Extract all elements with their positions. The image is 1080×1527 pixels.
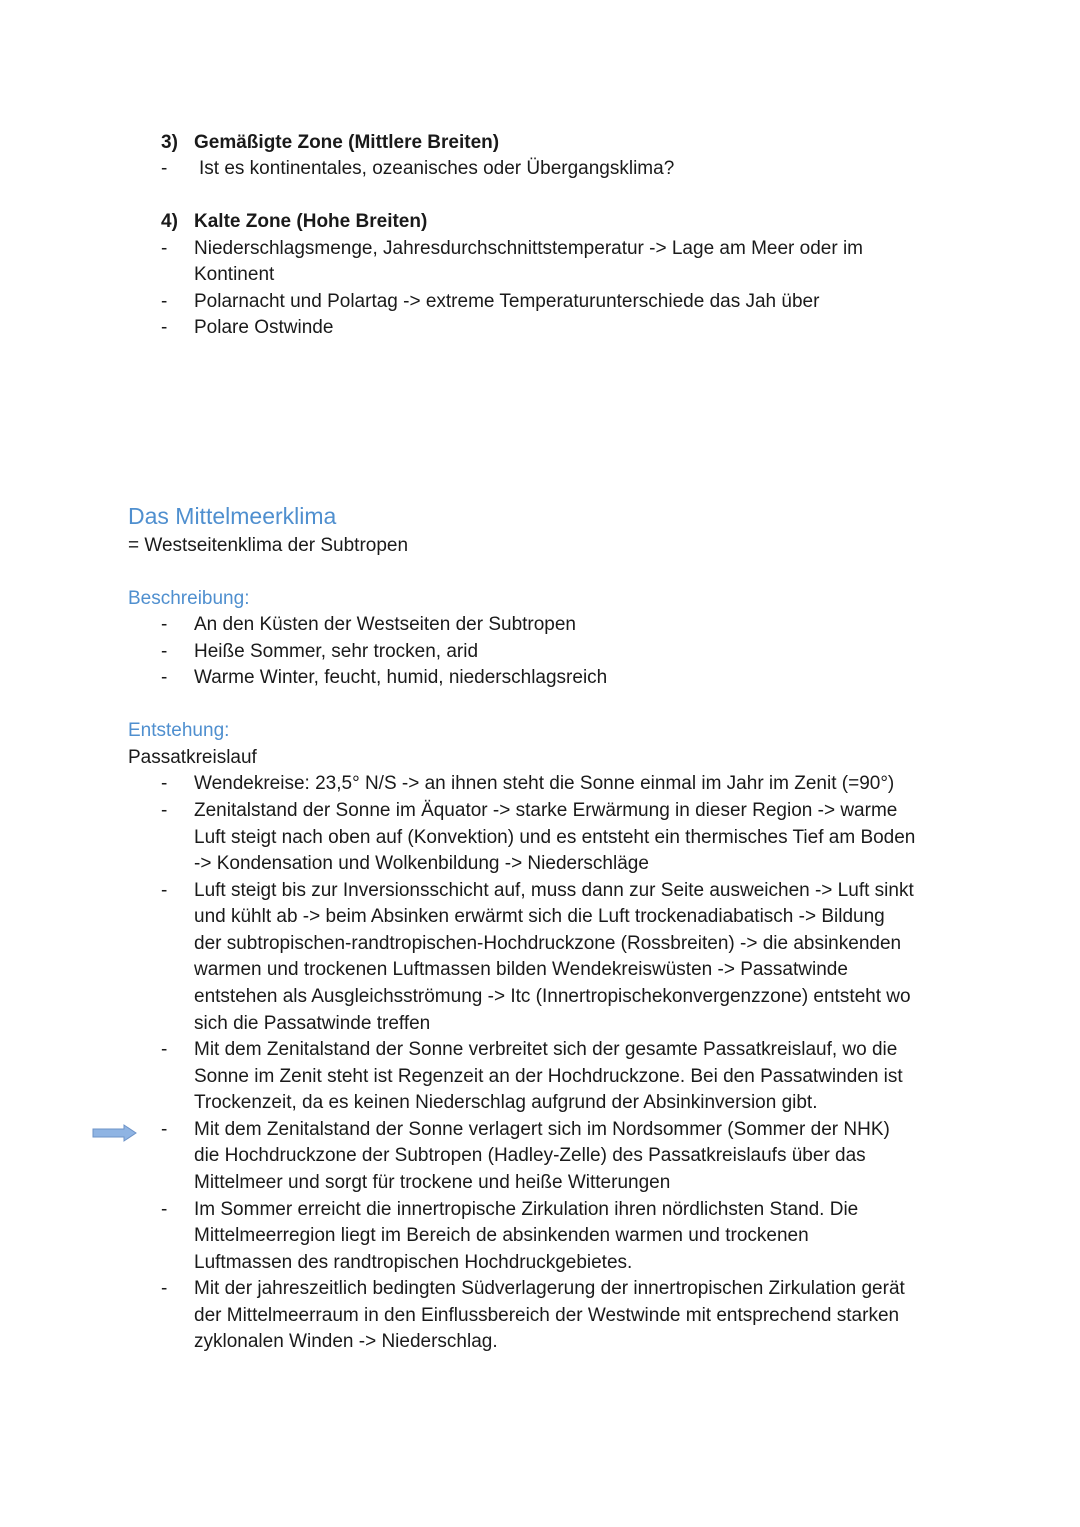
bullet-text: Kontinent xyxy=(194,264,275,285)
bullet-text: Polarnacht und Polartag -> extreme Temperaturunterschiede das Jah über xyxy=(194,291,820,312)
bullet-text: Ist es kontinentales, ozeanisches oder Übergangsklima? xyxy=(199,158,675,179)
bullet-dash: - xyxy=(161,641,168,662)
bullet-text: Zenitalstand der Sonne im Äquator -> starke Erwärmung in dieser Region -> warme xyxy=(194,800,898,821)
bullet-text: Heiße Sommer, sehr trocken, arid xyxy=(194,641,479,662)
bullet-dash: - xyxy=(161,291,168,312)
bullet-text: Luftmassen des randtropischen Hochdruckgebietes. xyxy=(194,1252,633,1273)
bullet-text: Mittelmeer und sorgt für trockene und heiße Witterungen xyxy=(194,1172,671,1193)
bullet-dash: - xyxy=(161,667,168,688)
arrow-right-icon xyxy=(92,1124,138,1142)
bullet-dash: - xyxy=(161,773,168,794)
bullet-dash: - xyxy=(161,880,168,901)
bullet-text: Mit dem Zenitalstand der Sonne verbreitet sich der gesamte Passatkreislauf, wo die xyxy=(194,1039,898,1060)
bullet-text: Trockenzeit, da es keinen Niederschlag aufgrund der Absinkinversion gibt. xyxy=(194,1092,818,1113)
bullet-text: Mit dem Zenitalstand der Sonne verlagert sich im Nordsommer (Sommer der NHK) xyxy=(194,1119,890,1140)
bullet-text: Im Sommer erreicht die innertropische Zirkulation ihren nördlichsten Stand. Die xyxy=(194,1199,859,1220)
bullet-dash: - xyxy=(161,1119,168,1140)
bullet-text: und kühlt ab -> beim Absinken erwärmt sich die Luft trockenadiabatisch -> Bildung xyxy=(194,906,885,927)
section-title-temperate: Gemäßigte Zone (Mittlere Breiten) xyxy=(194,132,500,153)
bullet-text: der Mittelmeerraum in den Einflussbereich der Westwinde mit entsprechend starken xyxy=(194,1305,900,1326)
bullet-text: Luft steigt nach oben auf (Konvektion) und es entsteht ein thermisches Tief am Boden xyxy=(194,827,916,848)
section-number: 3) xyxy=(161,132,178,153)
bullet-text: sich die Passatwinde treffen xyxy=(194,1013,431,1034)
bullet-text: zyklonalen Winden -> Niederschlag. xyxy=(194,1331,498,1352)
origin-heading: Entstehung: xyxy=(128,720,230,741)
bullet-dash: - xyxy=(161,1199,168,1220)
bullet-dash: - xyxy=(161,158,168,179)
bullet-text: entstehen als Ausgleichsströmung -> Itc (Innertropischekonvergenzzone) entsteht wo xyxy=(194,986,911,1007)
bullet-text: Niederschlagsmenge, Jahresdurchschnittstemperatur -> Lage am Meer oder im xyxy=(194,238,864,259)
bullet-text: der subtropischen-randtropischen-Hochdruckzone (Rossbreiten) -> die absinkenden xyxy=(194,933,902,954)
origin-subheading: Passatkreislauf xyxy=(128,747,257,768)
bullet-text: die Hochdruckzone der Subtropen (Hadley-Zelle) des Passatkreislaufs über das xyxy=(194,1145,866,1166)
bullet-dash: - xyxy=(161,238,168,259)
bullet-text: Mittelmeerregion liegt im Bereich de absinkenden warmen und trockenen xyxy=(194,1225,809,1246)
bullet-text: Polare Ostwinde xyxy=(194,317,334,338)
bullet-text: -> Kondensation und Wolkenbildung -> Niederschläge xyxy=(194,853,649,874)
bullet-text: An den Küsten der Westseiten der Subtropen xyxy=(194,614,577,635)
bullet-dash: - xyxy=(161,1278,168,1299)
section-title-cold: Kalte Zone (Hohe Breiten) xyxy=(194,211,428,232)
bullet-dash: - xyxy=(161,317,168,338)
description-heading: Beschreibung: xyxy=(128,588,250,609)
section-number: 4) xyxy=(161,211,178,232)
bullet-text: Warme Winter, feucht, humid, niederschlagsreich xyxy=(194,667,608,688)
bullet-text: Luft steigt bis zur Inversionsschicht auf, muss dann zur Seite ausweichen -> Luft sinkt xyxy=(194,880,914,901)
page-title: Das Mittelmeerklima xyxy=(128,503,337,529)
bullet-dash: - xyxy=(161,614,168,635)
bullet-text: Sonne im Zenit steht ist Regenzeit an der Hochdruckzone. Bei den Passatwinden ist xyxy=(194,1066,903,1087)
bullet-dash: - xyxy=(161,800,168,821)
bullet-dash: - xyxy=(161,1039,168,1060)
bullet-text: Mit der jahreszeitlich bedingten Südverlagerung der innertropischen Zirkulation gerät xyxy=(194,1278,905,1299)
bullet-text: warmen und trockenen Luftmassen bilden Wendekreiswüsten -> Passatwinde xyxy=(194,959,848,980)
bullet-text: Wendekreise: 23,5° N/S -> an ihnen steht die Sonne einmal im Jahr im Zenit (=90°) xyxy=(194,773,895,794)
subtitle: = Westseitenklima der Subtropen xyxy=(128,535,409,556)
